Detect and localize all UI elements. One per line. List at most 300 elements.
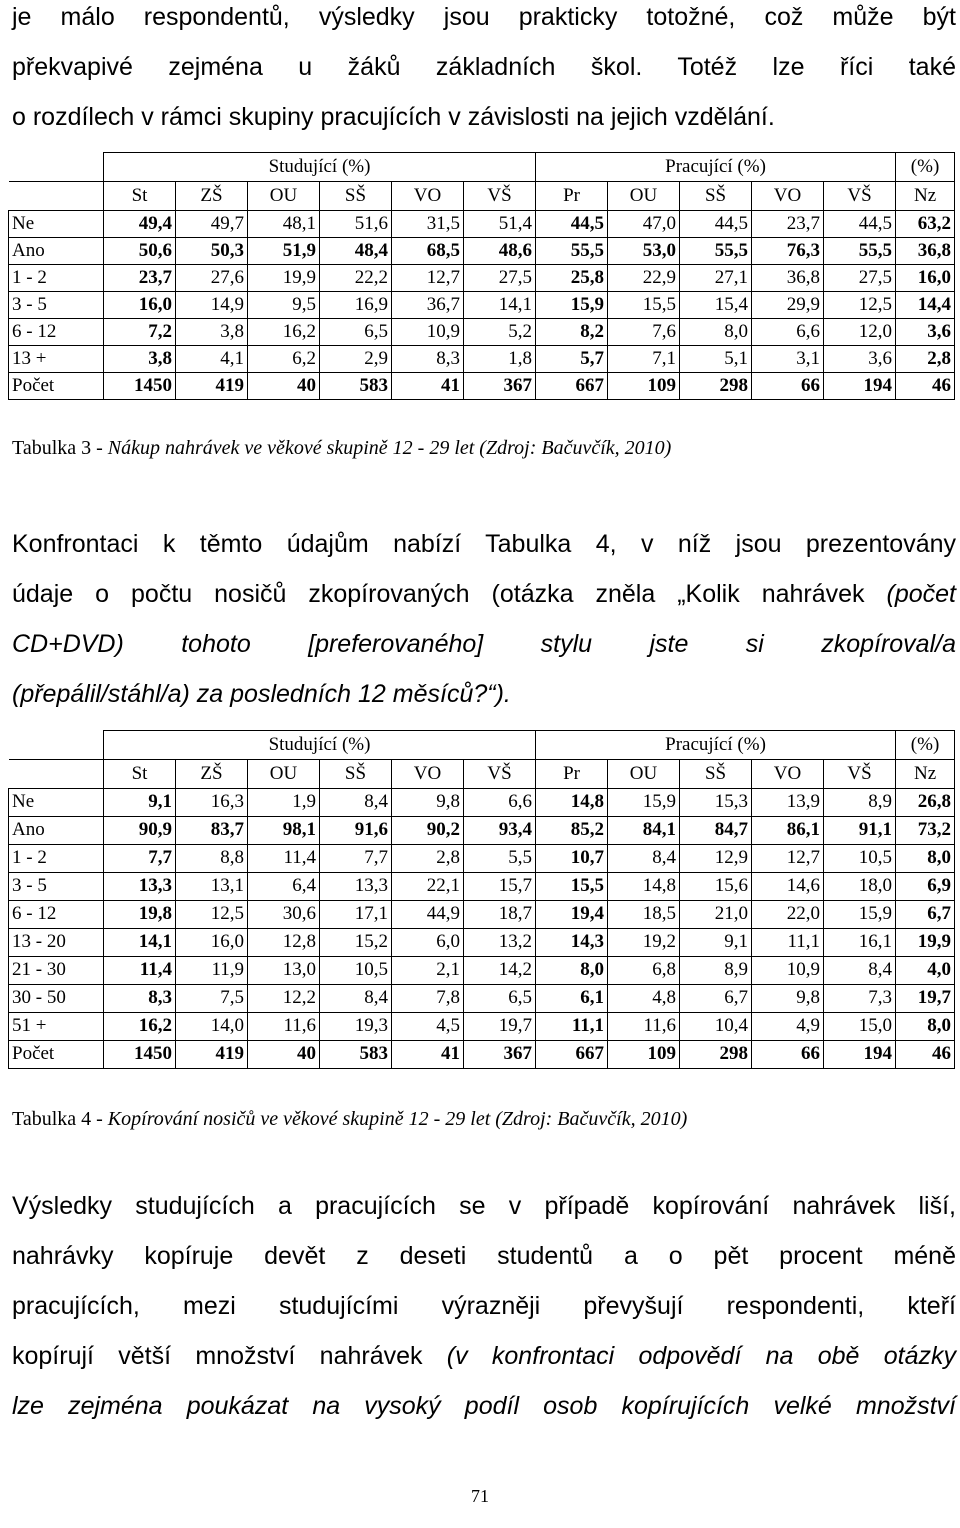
table-cell: 419	[176, 372, 248, 399]
table-cell: 13,9	[752, 788, 824, 816]
text-run-italic: lze zejména poukázat na vysoký podíl osob kopírujících velké množství	[12, 1392, 956, 1420]
page-number: 71	[471, 1486, 489, 1506]
table-cell: 9,1	[680, 928, 752, 956]
table-cell: 6,2	[248, 345, 320, 372]
text-run: Výsledky studujících a pracujících se v případě kopírování nahrávek liší,	[12, 1192, 956, 1220]
table-cell: 194	[824, 1040, 896, 1068]
table-cell: 6,7	[680, 984, 752, 1012]
text-line: o rozdílech v rámci skupiny pracujících v závislosti na jejich vzdělání.	[12, 103, 775, 131]
table-cell: 84,7	[680, 816, 752, 844]
table-cell: 7,1	[608, 345, 680, 372]
table-cell: 44,5	[824, 210, 896, 237]
table-row	[9, 372, 955, 399]
table-cell: 26,8	[896, 788, 955, 816]
table-cell: 8,4	[824, 956, 896, 984]
table-cell: 25,8	[536, 264, 608, 291]
table-cell: 29,9	[752, 291, 824, 318]
table-cell: 15,9	[824, 900, 896, 928]
table-cell: 19,9	[248, 264, 320, 291]
table-cell: 19,4	[536, 900, 608, 928]
row-label: 13 - 20	[9, 928, 104, 956]
table-cell: 4,8	[608, 984, 680, 1012]
column-header: SŠ	[320, 181, 392, 210]
table-cell: 11,1	[536, 1012, 608, 1040]
table-cell: 6,6	[752, 318, 824, 345]
table-cell: 30,6	[248, 900, 320, 928]
table-cell: 16,0	[176, 928, 248, 956]
table-cell: 8,9	[824, 788, 896, 816]
corner-cell	[9, 181, 104, 210]
text-line: je málo respondentů, výsledky jsou prakticky totožné, což může být	[12, 3, 956, 31]
table-cell: 19,9	[896, 928, 955, 956]
text-line	[12, 1381, 956, 1431]
table-cell: 11,1	[752, 928, 824, 956]
table-cell: 27,6	[176, 264, 248, 291]
table-cell: 73,2	[896, 816, 955, 844]
table-cell: 3,6	[896, 318, 955, 345]
column-header: OU	[248, 181, 320, 210]
table-row	[9, 956, 955, 984]
table-cell: 55,5	[824, 237, 896, 264]
table-cell: 14,9	[176, 291, 248, 318]
text-run: údaje o počtu nosičů zkopírovaných (otázka zněla „Kolik nahrávek	[12, 580, 887, 608]
table-cell: 6,9	[896, 872, 955, 900]
table-cell: 8,4	[320, 788, 392, 816]
table-cell: 23,7	[752, 210, 824, 237]
table-cell: 3,8	[104, 345, 176, 372]
table-cell: 51,9	[248, 237, 320, 264]
table-cell: 66	[752, 1040, 824, 1068]
table-cell: 90,2	[392, 816, 464, 844]
row-label: 51 +	[9, 1012, 104, 1040]
column-header: Nz	[896, 759, 955, 788]
table-cell: 41	[392, 1040, 464, 1068]
table-cell: 11,9	[176, 956, 248, 984]
table-cell: 18,7	[464, 900, 536, 928]
table-cell: 8,3	[392, 345, 464, 372]
column-header: Pr	[536, 181, 608, 210]
column-header: OU	[608, 759, 680, 788]
table-cell: 16,1	[824, 928, 896, 956]
table-cell: 16,2	[248, 318, 320, 345]
table-cell: 44,5	[536, 210, 608, 237]
table-cell: 15,4	[680, 291, 752, 318]
table-cell: 8,4	[320, 984, 392, 1012]
column-header: VŠ	[824, 181, 896, 210]
table-cell: 55,5	[680, 237, 752, 264]
row-label: 6 - 12	[9, 900, 104, 928]
table-cell: 46	[896, 372, 955, 399]
table-cell: 7,8	[392, 984, 464, 1012]
table-cell: 15,5	[536, 872, 608, 900]
table-cell: 46	[896, 1040, 955, 1068]
table-cell: 8,9	[680, 956, 752, 984]
table-cell: 14,3	[536, 928, 608, 956]
table-cell: 93,4	[464, 816, 536, 844]
table-cell: 4,5	[392, 1012, 464, 1040]
table-cell: 7,3	[824, 984, 896, 1012]
group-header: Pracující (%)	[536, 153, 896, 182]
table-cell: 1450	[104, 372, 176, 399]
row-label: 1 - 2	[9, 264, 104, 291]
table-cell: 6,1	[536, 984, 608, 1012]
table-cell: 83,7	[176, 816, 248, 844]
table-cell: 5,1	[680, 345, 752, 372]
table-cell: 8,0	[896, 844, 955, 872]
table-cell: 27,5	[824, 264, 896, 291]
text-run-italic: (přepálil/stáhl/a) za posledních 12 měsíců?“).	[12, 680, 511, 708]
table-row	[9, 1040, 955, 1068]
corner-cell	[9, 731, 104, 760]
table-cell: 7,7	[320, 844, 392, 872]
table-cell: 667	[536, 1040, 608, 1068]
table-cell: 19,2	[608, 928, 680, 956]
table-cell: 3,6	[824, 345, 896, 372]
table-4	[8, 730, 955, 1069]
text-line	[12, 1331, 956, 1381]
column-header: VO	[752, 181, 824, 210]
text-run-italic: (v konfrontaci odpovědí na obě otázky	[446, 1342, 956, 1370]
table-cell: 15,9	[608, 788, 680, 816]
table-cell: 66	[752, 372, 824, 399]
table-cell: 10,9	[392, 318, 464, 345]
table-cell: 90,9	[104, 816, 176, 844]
table-cell: 53,0	[608, 237, 680, 264]
table-cell: 6,4	[248, 872, 320, 900]
table-cell: 36,8	[752, 264, 824, 291]
table-cell: 12,9	[680, 844, 752, 872]
column-header: SŠ	[680, 181, 752, 210]
table-cell: 7,2	[104, 318, 176, 345]
table-cell: 14,8	[608, 872, 680, 900]
text-line	[12, 1281, 956, 1331]
table-cell: 44,5	[680, 210, 752, 237]
row-label: Ne	[9, 210, 104, 237]
table-cell: 85,2	[536, 816, 608, 844]
table-cell: 6,6	[464, 788, 536, 816]
table-3-caption	[12, 437, 671, 460]
table-cell: 36,7	[392, 291, 464, 318]
table-cell: 1,8	[464, 345, 536, 372]
table-cell: 4,9	[752, 1012, 824, 1040]
column-header: OU	[608, 181, 680, 210]
table-cell: 19,7	[464, 1012, 536, 1040]
table-cell: 21,0	[680, 900, 752, 928]
table-cell: 13,2	[464, 928, 536, 956]
table-row	[9, 237, 955, 264]
row-label: 3 - 5	[9, 291, 104, 318]
table-cell: 48,4	[320, 237, 392, 264]
table-row	[9, 928, 955, 956]
table-cell: 7,5	[176, 984, 248, 1012]
table-cell: 18,0	[824, 872, 896, 900]
table-cell: 9,8	[752, 984, 824, 1012]
table-cell: 2,9	[320, 345, 392, 372]
column-header: St	[104, 181, 176, 210]
table-cell: 8,4	[608, 844, 680, 872]
table-cell: 298	[680, 1040, 752, 1068]
table-cell: 55,5	[536, 237, 608, 264]
table-3	[8, 152, 955, 400]
table-cell: 12,0	[824, 318, 896, 345]
table-cell: 3,8	[176, 318, 248, 345]
text-run-italic: (počet	[886, 580, 956, 608]
table-cell: 12,5	[176, 900, 248, 928]
table-cell: 17,1	[320, 900, 392, 928]
table-cell: 84,1	[608, 816, 680, 844]
table-cell: 86,1	[752, 816, 824, 844]
table-cell: 298	[680, 372, 752, 399]
table-cell: 15,6	[680, 872, 752, 900]
caption-prefix: Tabulka 4 -	[12, 1108, 108, 1130]
table-cell: 5,5	[464, 844, 536, 872]
group-header: (%)	[896, 153, 955, 182]
table-cell: 15,5	[608, 291, 680, 318]
text-line	[12, 669, 956, 719]
table-cell: 16,9	[320, 291, 392, 318]
table-cell: 8,0	[896, 1012, 955, 1040]
table-cell: 14,1	[104, 928, 176, 956]
table-cell: 9,5	[248, 291, 320, 318]
table-cell: 11,4	[104, 956, 176, 984]
table-cell: 27,1	[680, 264, 752, 291]
column-header: VŠ	[464, 181, 536, 210]
table-cell: 15,0	[824, 1012, 896, 1040]
table-cell: 5,2	[464, 318, 536, 345]
table-cell: 7,6	[608, 318, 680, 345]
table-cell: 12,8	[248, 928, 320, 956]
table-cell: 15,2	[320, 928, 392, 956]
table-cell: 6,5	[464, 984, 536, 1012]
row-label: 3 - 5	[9, 872, 104, 900]
table-cell: 419	[176, 1040, 248, 1068]
table-row	[9, 291, 955, 318]
table-cell: 8,0	[680, 318, 752, 345]
row-label: 21 - 30	[9, 956, 104, 984]
table-cell: 50,3	[176, 237, 248, 264]
table-cell: 19,3	[320, 1012, 392, 1040]
table-cell: 6,0	[392, 928, 464, 956]
table-cell: 8,8	[176, 844, 248, 872]
table-cell: 36,8	[896, 237, 955, 264]
table-cell: 6,8	[608, 956, 680, 984]
table-cell: 2,1	[392, 956, 464, 984]
table-cell: 22,2	[320, 264, 392, 291]
table-cell: 13,0	[248, 956, 320, 984]
table-cell: 367	[464, 372, 536, 399]
table-cell: 40	[248, 372, 320, 399]
table-cell: 4,0	[896, 956, 955, 984]
column-header: SŠ	[320, 759, 392, 788]
table-cell: 22,9	[608, 264, 680, 291]
table-cell: 15,9	[536, 291, 608, 318]
table-cell: 14,4	[896, 291, 955, 318]
table-cell: 109	[608, 372, 680, 399]
table-cell: 50,6	[104, 237, 176, 264]
corner-cell	[9, 153, 104, 182]
table-cell: 23,7	[104, 264, 176, 291]
column-header: VO	[392, 181, 464, 210]
table-cell: 12,7	[392, 264, 464, 291]
text-run: pracujících, mezi studujícími výrazněji převyšují respondenti, kteří	[12, 1292, 956, 1320]
table-row	[9, 1012, 955, 1040]
table-cell: 1450	[104, 1040, 176, 1068]
table-cell: 8,2	[536, 318, 608, 345]
table-cell: 40	[248, 1040, 320, 1068]
table-cell: 12,5	[824, 291, 896, 318]
caption-text: Nákup nahrávek ve věkové skupině 12 - 29 let (Zdroj: Bačuvčík, 2010)	[107, 437, 672, 459]
table-cell: 2,8	[392, 844, 464, 872]
paragraph-2	[12, 519, 956, 719]
table-row	[9, 318, 955, 345]
group-header: Pracující (%)	[536, 731, 896, 760]
table-cell: 16,0	[896, 264, 955, 291]
table-cell: 41	[392, 372, 464, 399]
table-row	[9, 210, 955, 237]
table-row	[9, 788, 955, 816]
table-cell: 76,3	[752, 237, 824, 264]
table-cell: 19,7	[896, 984, 955, 1012]
column-header: VŠ	[464, 759, 536, 788]
table-cell: 91,6	[320, 816, 392, 844]
text-line: překvapivé zejména u žáků základních škol. Totéž lze říci také	[12, 53, 956, 81]
table-cell: 16,3	[176, 788, 248, 816]
text-run: nahrávky kopíruje devět z deseti studentů a o pět procent méně	[12, 1242, 956, 1270]
text-run-italic: CD+DVD) tohoto [preferovaného] stylu jste si zkopíroval/a	[12, 630, 956, 658]
column-header: St	[104, 759, 176, 788]
paragraph-3	[12, 1181, 956, 1431]
row-label: 1 - 2	[9, 844, 104, 872]
column-header: ZŠ	[176, 759, 248, 788]
text-line	[12, 519, 956, 569]
text-line	[12, 619, 956, 669]
table-cell: 48,6	[464, 237, 536, 264]
table-cell: 27,5	[464, 264, 536, 291]
table-cell: 13,3	[104, 872, 176, 900]
table-cell: 10,7	[536, 844, 608, 872]
table-cell: 6,7	[896, 900, 955, 928]
table-cell: 3,1	[752, 345, 824, 372]
text-run: Konfrontaci k těmto údajům nabízí Tabulka 4, v níž jsou prezentovány	[12, 530, 956, 558]
table-cell: 16,0	[104, 291, 176, 318]
row-label: Ne	[9, 788, 104, 816]
column-header: Nz	[896, 181, 955, 210]
table-cell: 7,7	[104, 844, 176, 872]
row-label: 30 - 50	[9, 984, 104, 1012]
column-header: Pr	[536, 759, 608, 788]
group-header: Studující (%)	[104, 153, 536, 182]
caption-prefix: Tabulka 3 -	[12, 437, 108, 459]
table-cell: 22,1	[392, 872, 464, 900]
table-cell: 14,0	[176, 1012, 248, 1040]
table-cell: 14,2	[464, 956, 536, 984]
text-line	[12, 1231, 956, 1281]
table-cell: 49,7	[176, 210, 248, 237]
table-row	[9, 900, 955, 928]
corner-cell	[9, 759, 104, 788]
table-4-caption	[12, 1108, 687, 1131]
row-label: Počet	[9, 372, 104, 399]
table-cell: 14,6	[752, 872, 824, 900]
table-cell: 31,5	[392, 210, 464, 237]
table-cell: 14,1	[464, 291, 536, 318]
table-cell: 11,4	[248, 844, 320, 872]
table-row	[9, 984, 955, 1012]
table-cell: 63,2	[896, 210, 955, 237]
paragraph-1	[12, 0, 956, 142]
column-header: SŠ	[680, 759, 752, 788]
table-row	[9, 844, 955, 872]
table-cell: 16,2	[104, 1012, 176, 1040]
table-cell: 9,1	[104, 788, 176, 816]
group-header: Studující (%)	[104, 731, 536, 760]
table-cell: 9,8	[392, 788, 464, 816]
row-label: 13 +	[9, 345, 104, 372]
table-cell: 10,9	[752, 956, 824, 984]
table-row	[9, 345, 955, 372]
table-cell: 15,7	[464, 872, 536, 900]
table-cell: 8,0	[536, 956, 608, 984]
table-cell: 667	[536, 372, 608, 399]
caption-text: Kopírování nosičů ve věkové skupině 12 - 29 let (Zdroj: Bačuvčík, 2010)	[107, 1108, 688, 1130]
table-cell: 194	[824, 372, 896, 399]
text-line	[12, 1181, 956, 1231]
table-cell: 4,1	[176, 345, 248, 372]
table-row	[9, 816, 955, 844]
table-cell: 11,6	[248, 1012, 320, 1040]
row-label: 6 - 12	[9, 318, 104, 345]
text-line	[12, 569, 956, 619]
table-cell: 15,3	[680, 788, 752, 816]
table-cell: 583	[320, 372, 392, 399]
table-cell: 583	[320, 1040, 392, 1068]
table-cell: 48,1	[248, 210, 320, 237]
table-cell: 19,8	[104, 900, 176, 928]
table-cell: 98,1	[248, 816, 320, 844]
table-cell: 44,9	[392, 900, 464, 928]
table-cell: 1,9	[248, 788, 320, 816]
table-cell: 49,4	[104, 210, 176, 237]
table-cell: 18,5	[608, 900, 680, 928]
table-cell: 8,3	[104, 984, 176, 1012]
table-cell: 6,5	[320, 318, 392, 345]
table-cell: 13,1	[176, 872, 248, 900]
column-header: ZŠ	[176, 181, 248, 210]
table-cell: 367	[464, 1040, 536, 1068]
table-cell: 12,2	[248, 984, 320, 1012]
row-label: Počet	[9, 1040, 104, 1068]
table-cell: 51,4	[464, 210, 536, 237]
table-cell: 2,8	[896, 345, 955, 372]
row-label: Ano	[9, 816, 104, 844]
column-header: VŠ	[824, 759, 896, 788]
row-label: Ano	[9, 237, 104, 264]
table-cell: 14,8	[536, 788, 608, 816]
table-cell: 10,5	[824, 844, 896, 872]
text-run: kopírují větší množství nahrávek	[12, 1342, 447, 1370]
table-cell: 68,5	[392, 237, 464, 264]
column-header: OU	[248, 759, 320, 788]
table-cell: 51,6	[320, 210, 392, 237]
table-cell: 47,0	[608, 210, 680, 237]
table-cell: 10,4	[680, 1012, 752, 1040]
column-header: VO	[752, 759, 824, 788]
table-cell: 12,7	[752, 844, 824, 872]
group-header: (%)	[896, 731, 955, 760]
column-header: VO	[392, 759, 464, 788]
table-row	[9, 264, 955, 291]
table-cell: 109	[608, 1040, 680, 1068]
